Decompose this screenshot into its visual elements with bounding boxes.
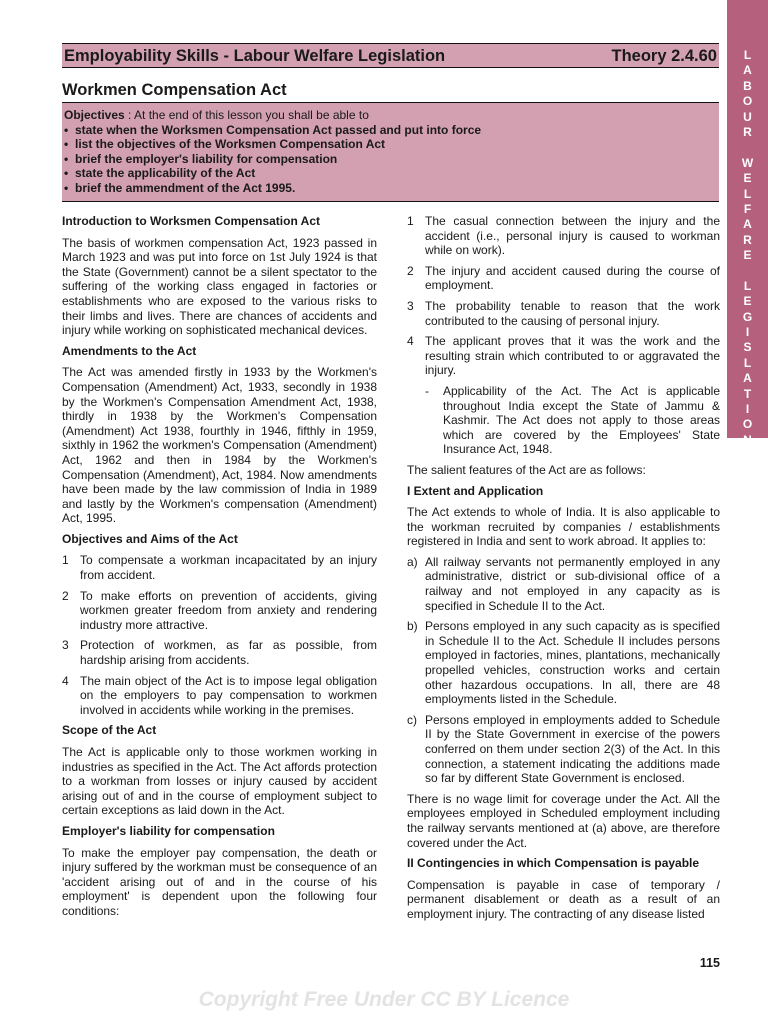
list-number: 4 [407, 334, 414, 349]
list-number: 2 [407, 263, 414, 278]
objectives-intro-text: : At the end of this lesson you shall be able to [124, 108, 369, 122]
side-tab-letter: E [743, 171, 752, 186]
amendments-paragraph: The Act was amended firstly in 1933 by the Workmen's Compensation (Amendment) Act, 1933, secondly in 1938 by the Workmen's Compensation Amendment Act, 1938, thirdly in 1938 by the Workmen's Compensation (Amendment) Act 1938, fourthly in 1946, fifthly in 1959, sixthly in 1962 the workmen's Compensation (Amendment) Act, 1962 and then in 1984 by the Workmen's Compensation (Amendment), Act, 1984. Now amendments have been made by the law commission of India in 1989 and lastly by the Workmen's compensation (Amendment) Act, 1995. [62, 365, 377, 526]
list-text: To make efforts on prevention of accidents, giving workmen greater freedom from anxiety and rendering industry more attractive. [80, 588, 377, 632]
objectives-label: Objectives [64, 108, 125, 122]
extent-heading: I Extent and Application [407, 483, 544, 498]
side-tab-letter: I [745, 325, 750, 340]
objectives-aims-heading: Objectives and Aims of the Act [62, 531, 238, 546]
objective-text: state when the Worksmen Compensation Act passed and put into force [75, 122, 482, 137]
side-tab-letter: A [743, 63, 752, 78]
side-tab-letter: O [742, 417, 753, 432]
list-number: 1 [407, 214, 414, 228]
list-item [62, 674, 377, 718]
left-column [62, 214, 377, 925]
objective-text: brief the ammendment of the Act 1995. [75, 180, 296, 195]
list-text: All railway servants not permanently employed in any administrative, district or sub-divisional office of a railway and not employed in any capacity as is specified in Schedule II to the Act. [425, 554, 720, 613]
side-tab-letters [727, 48, 768, 448]
side-tab-letter: A [743, 371, 752, 386]
list-item [62, 638, 377, 667]
wage-limit-paragraph: There is no wage limit for coverage under the Act. All the employees employed in Scheduled employment including the railway servants mentioned at (a) above, are therefore covered under the Act. [407, 791, 720, 850]
list-text: The probability tenable to reason that the work contributed to the causing of personal injury. [425, 298, 720, 328]
bullet-icon: • [64, 151, 69, 166]
list-letter: b) [407, 619, 418, 634]
side-tab-letter: T [743, 386, 752, 401]
objective-item [64, 152, 716, 167]
list-item [407, 299, 720, 328]
scope-paragraph: The Act is applicable only to those workmen working in industries as specified in the Act. The Act affords protection to a workman from losses or injury caused by accident arising out of and in the course of employment subject to certain exceptions as laid down in the Act. [62, 745, 377, 818]
contingencies-heading: II Contingencies in which Compensation is payable [407, 856, 700, 871]
side-tab-letter: R [743, 232, 752, 247]
objective-text: state the applicability of the Act [75, 166, 256, 181]
objectives-box [62, 102, 719, 202]
list-number: 3 [407, 298, 414, 313]
list-item [62, 589, 377, 633]
header-band [62, 43, 719, 68]
bullet-icon: • [64, 137, 69, 152]
page-title: Workmen Compensation Act [62, 81, 287, 99]
side-tab-letter: N [743, 432, 752, 447]
side-tab-letter: L [743, 186, 752, 201]
side-tab-letter: S [743, 340, 752, 355]
list-dash: - [425, 383, 429, 398]
side-tab-letter: L [743, 278, 752, 293]
bullet-icon: • [64, 180, 69, 195]
side-tab-letter: U [743, 109, 752, 124]
list-text: To compensate a workman incapacitated by an injury from accident. [80, 553, 377, 583]
objective-item [64, 166, 716, 181]
list-letter: c) [407, 712, 417, 727]
header-title: Employability Skills - Labour Welfare Legislation [64, 47, 446, 65]
list-text: The applicant proves that it was the work and the resulting strain which contributed to or aggravated the injury. [425, 334, 720, 378]
side-tab-letter: G [742, 309, 753, 324]
list-item [407, 713, 720, 786]
page-number: 115 [699, 956, 720, 970]
side-tab-letter: E [743, 294, 752, 309]
list-text: The main object of the Act is to impose legal obligation on the employers to pay compensation to workmen involved in accidents while working in the premises. [80, 673, 377, 717]
intro-paragraph: The basis of workmen compensation Act, 1923 passed in March 1923 and was put into force on 1st July 1924 is that the State (Government) cannot be a silent spectator to the suffering of the working class engaged in factories or establishments who are exposed to the various risks to their limbs and lives. There are chances of accidents and injury while working on sophisticated mechanical devices. [62, 235, 377, 338]
list-number: 3 [62, 638, 69, 653]
list-item [407, 214, 720, 258]
list-number: 4 [62, 673, 69, 688]
list-text: The casual connection between the injury and the accident (i.e., personal injury is caused to workman while on work). [425, 214, 720, 258]
amendments-heading: Amendments to the Act [62, 343, 197, 358]
side-tab-letter: O [742, 94, 753, 109]
side-tab-letter: B [743, 78, 752, 93]
extent-paragraph: The Act extends to whole of India. It is also applicable to the workman recruited by companies / establishments registered in India and sent to work abroad. It applies to: [407, 505, 720, 549]
side-tab-letter: W [741, 155, 754, 170]
copyright-watermark: Copyright Free Under CC BY Licence [198, 988, 570, 1011]
list-text: Persons employed in employments added to Schedule II by the State Government in exercise of the powers conferred on them under section 2(3) of the Act. In this connection, a statement indicating the additions made so far by different State Government is enclosed. [425, 712, 720, 786]
objective-text: list the objectives of the Worksmen Compensation Act [75, 137, 386, 152]
liability-heading: Employer's liability for compensation [62, 823, 275, 838]
bullet-icon: • [64, 122, 69, 137]
scope-heading: Scope of the Act [62, 723, 157, 738]
objective-text: brief the employer's liability for compensation [75, 151, 338, 166]
right-column [407, 214, 720, 928]
objective-item [64, 123, 716, 138]
applicability-item [425, 384, 720, 457]
list-item [407, 264, 720, 293]
applicability-text: Applicability of the Act. The Act is applicable throughout India except the State of Jammu & Kashmir. The Act does not apply to those areas which are covered by the Employees' State Insurance Act, 1948. [443, 383, 720, 457]
list-text: Protection of workmen, as far as possible, from hardship arising from accidents. [80, 638, 377, 668]
list-item [62, 553, 377, 582]
side-tab-letter: A [743, 217, 752, 232]
side-tab-letter: E [743, 248, 752, 263]
intro-heading: Introduction to Worksmen Compensation Act [62, 214, 321, 228]
objective-item [64, 181, 716, 196]
list-item [407, 334, 720, 378]
list-item [407, 619, 720, 707]
list-letter: a) [407, 554, 418, 569]
list-text: Persons employed in any such capacity as is specified in Schedule II to the Act. Schedule II includes persons employed in factories, mines, plantations, mechanically propelled vehicles, construction works and certain other hazardous occupations. In all, there are 48 employments listed in the Schedule. [425, 619, 720, 707]
liability-paragraph: To make the employer pay compensation, the death or injury suffered by the workman must be consequence of an 'accident arising out of and in the course of his employment' is dependent upon the following four conditions: [62, 845, 377, 918]
contingencies-paragraph: Compensation is payable in case of temporary / permanent disablement or death as a result of an employment injury. The contracting of any disease listed [407, 877, 720, 921]
objective-item [64, 137, 716, 152]
side-tab-letter: L [743, 355, 752, 370]
objectives-intro [64, 108, 716, 123]
side-tab-letter: F [743, 201, 752, 216]
list-number: 2 [62, 588, 69, 603]
list-number: 1 [62, 553, 69, 568]
side-tab-letter: L [743, 48, 752, 62]
header-theory-number: Theory 2.4.60 [611, 47, 717, 65]
side-tab-letter: R [743, 124, 752, 139]
bullet-icon: • [64, 166, 69, 181]
list-text: The injury and accident caused during the course of employment. [425, 263, 720, 293]
salient-features-text: The salient features of the Act are as follows: [407, 462, 646, 477]
side-tab-letter: I [745, 401, 750, 416]
side-tab [727, 0, 768, 447]
list-item [407, 555, 720, 613]
